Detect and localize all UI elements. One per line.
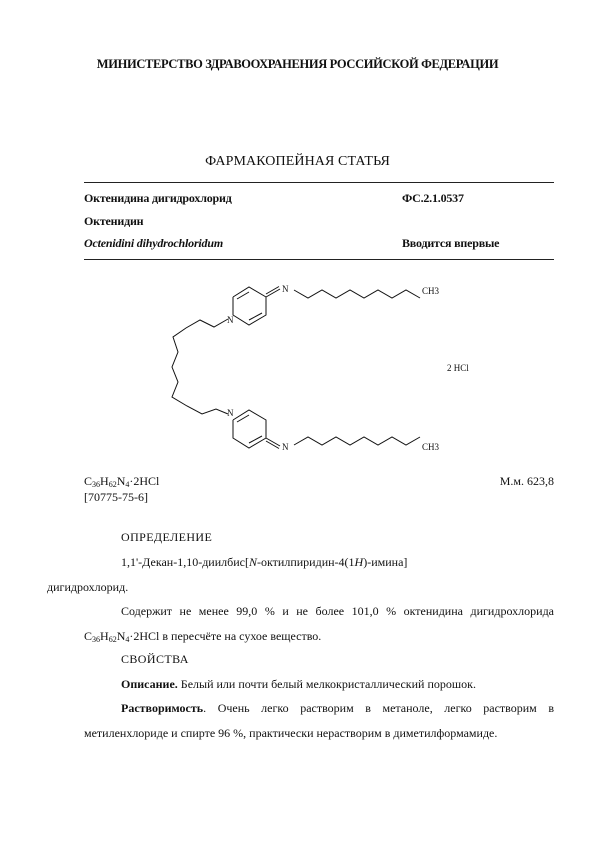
latin-name: Octenidini dihydrochloridum	[84, 236, 223, 250]
divider	[84, 182, 554, 183]
methyl-label: CH3	[422, 442, 440, 452]
nitrogen-label: N	[282, 284, 289, 294]
nitrogen-label: N	[227, 315, 234, 325]
short-name: Октенидин	[84, 214, 144, 228]
molecular-mass: М.м. 623,8	[499, 474, 554, 488]
fs-code: ФС.2.1.0537	[402, 191, 464, 205]
definition-name: 1,1'-Декан-1,10-диилбис[N-октилпиридин-4(1H)-имина] дигидрохлорид.	[47, 555, 408, 594]
content-text: Содержит не менее 99,0 % и не более 101,0 % октенидина дигидрохлорида $C_{36}H_{62}N_4\cdot 2HCl$ в пересчёте на сухое вещество.	[84, 604, 554, 644]
document-title: ФАРМАКОПЕЙНАЯ СТАТЬЯ	[205, 154, 390, 169]
nitrogen-label: N	[282, 442, 289, 452]
divider	[84, 259, 554, 260]
molecular-formula: $C_{36}H_{62}N_4\cdot 2HCl$	[84, 474, 160, 489]
definition-heading: ОПРЕДЕЛЕНИЕ	[121, 530, 213, 544]
ministry-heading: МИНИСТЕРСТВО ЗДРАВООХРАНЕНИЯ РОССИЙСКОЙ ФЕДЕРАЦИИ	[96, 57, 499, 71]
status: Вводится впервые	[402, 236, 500, 250]
description-text: Описание. Белый или почти белый мелкокристаллический порошок.	[121, 677, 476, 691]
nitrogen-label: N	[227, 408, 234, 418]
russian-name: Октенидина дигидрохлорид	[84, 191, 232, 205]
structure-diagram	[140, 270, 500, 466]
solubility-text: Растворимость. Очень легко растворим в метаноле, легко растворим в метиленхлориде и спирте 96 %, практически нерастворим в диметилформамиде.	[84, 701, 554, 740]
salt-label: 2 HCl	[447, 363, 469, 373]
properties-heading: СВОЙСТВА	[121, 652, 189, 666]
cas-number: [70775-75-6]	[84, 490, 148, 504]
methyl-label: CH3	[422, 286, 440, 296]
